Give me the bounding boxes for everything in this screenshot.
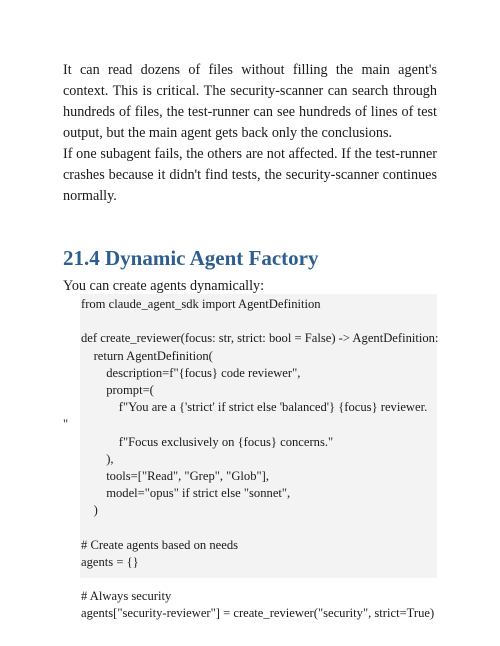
code-line: return AgentDefinition( xyxy=(81,348,213,363)
section-intro: You can create agents dynamically: xyxy=(63,278,265,294)
code-line: model="opus" if strict else "sonnet", xyxy=(81,486,291,501)
body-paragraph-context: It can read dozens of files without filling the main agent's context. This is critical. The security-scanner can search through hundreds of files, the test-runner can see hundreds of lines of test output, but the main agent gets back only the conclusions. xyxy=(63,62,437,141)
code-line xyxy=(81,571,437,588)
section-heading: 21.4 Dynamic Agent Factory xyxy=(63,246,319,270)
code-line: prompt=( xyxy=(81,382,154,397)
code-line: " xyxy=(63,417,69,432)
code-line: # Always security xyxy=(81,589,172,604)
code-block xyxy=(63,294,439,621)
code-line: def create_reviewer(focus: str, strict: bool = False) -> AgentDefinition: xyxy=(81,331,439,346)
code-line: description=f"{focus} code reviewer", xyxy=(81,365,301,380)
code-line: ) xyxy=(81,503,98,518)
code-line: from claude_agent_sdk import AgentDefinition xyxy=(81,297,321,311)
code-line: f"Focus exclusively on {focus} concerns." xyxy=(81,434,334,449)
code-line: agents = {} xyxy=(81,554,139,569)
code-line: # Create agents based on needs xyxy=(81,537,239,552)
code-line: tools=["Read", "Grep", "Glob"], xyxy=(81,468,269,483)
code-line: ), xyxy=(81,451,114,466)
code-line xyxy=(81,313,437,330)
code-line xyxy=(81,519,437,536)
code-line: f"You are a {'strict' if strict else 'balanced'} {focus} reviewer. xyxy=(81,400,428,415)
body-paragraph-isolation: If one subagent fails, the others are not affected. If the test-runner crashes because it didn't find tests, the security-scanner continues normally. xyxy=(63,146,437,204)
code-line: agents["security-reviewer"] = create_reviewer("security", strict=True) xyxy=(81,606,435,621)
